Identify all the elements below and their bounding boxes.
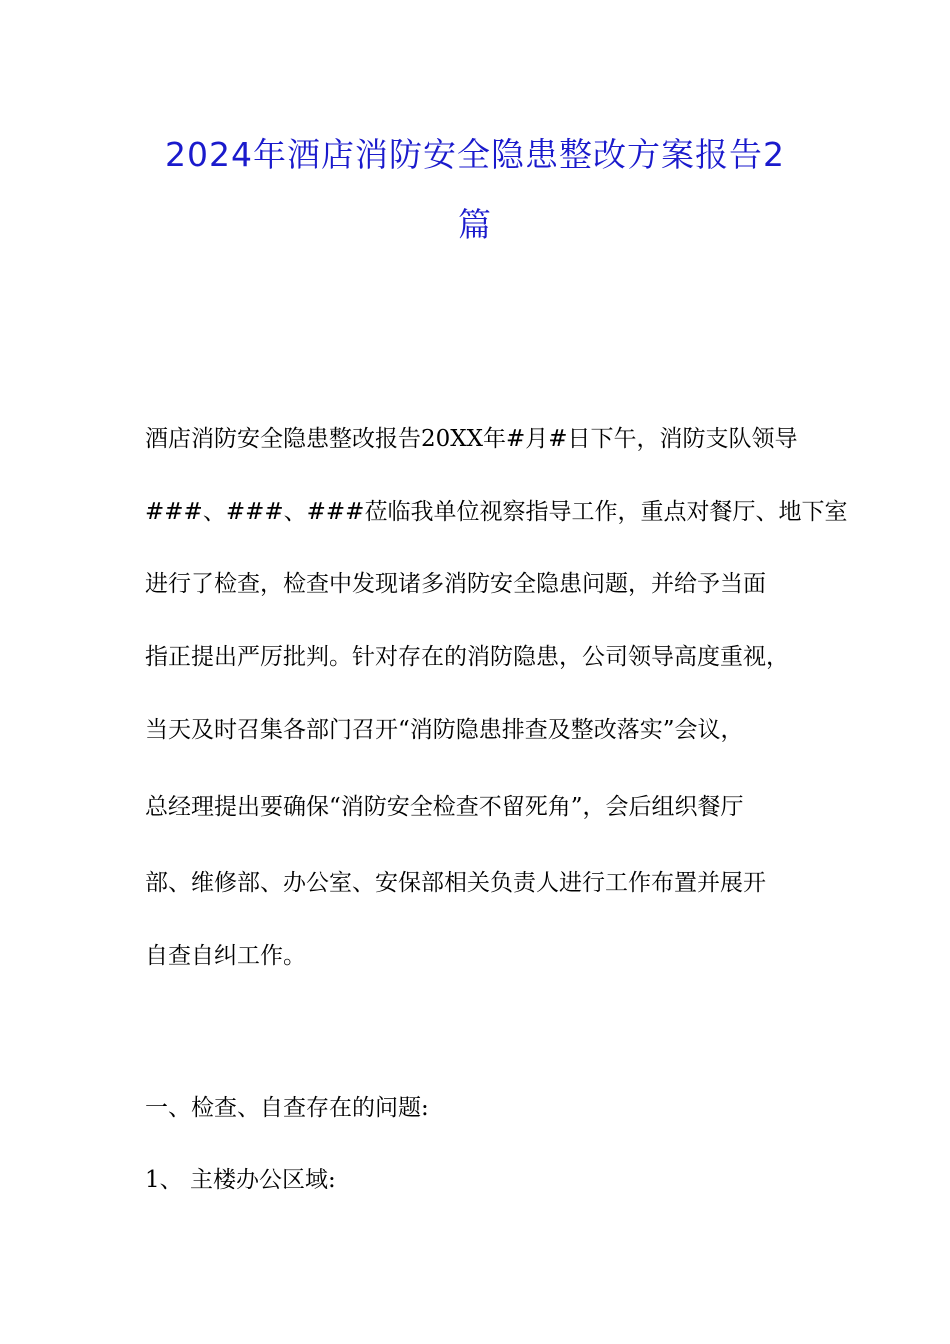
intro-line-7: 部、维修部、办公室、安保部相关负责人进行工作布置并展开 xyxy=(145,870,766,896)
intro-line-3: 进行了检查，检查中发现诸多消防安全隐患问题，并给予当面 xyxy=(145,571,766,597)
intro-line-2: ###、###、###莅临我单位视察指导工作，重点对餐厅、地下室 xyxy=(145,499,848,525)
document-title-line-1: 2024年酒店消防安全隐患整改方案报告2 xyxy=(165,135,785,174)
intro-line-1: 酒店消防安全隐患整改报告20XX年#月#日下午，消防支队领导 xyxy=(145,426,798,452)
subsection-heading: 1、 主楼办公区域: xyxy=(145,1167,336,1193)
intro-line-8: 自查自纠工作。 xyxy=(145,943,306,969)
document-title-line-2: 篇 xyxy=(458,205,492,244)
intro-line-5: 当天及时召集各部门召开“消防隐患排查及整改落实”会议， xyxy=(145,717,744,743)
intro-line-6: 总经理提出要确保“消防安全检查不留死角”，会后组织餐厅 xyxy=(145,794,744,820)
intro-line-4: 指正提出严厉批判。针对存在的消防隐患，公司领导高度重视， xyxy=(145,644,789,670)
section-heading: 一、检查、自查存在的问题: xyxy=(145,1095,429,1121)
